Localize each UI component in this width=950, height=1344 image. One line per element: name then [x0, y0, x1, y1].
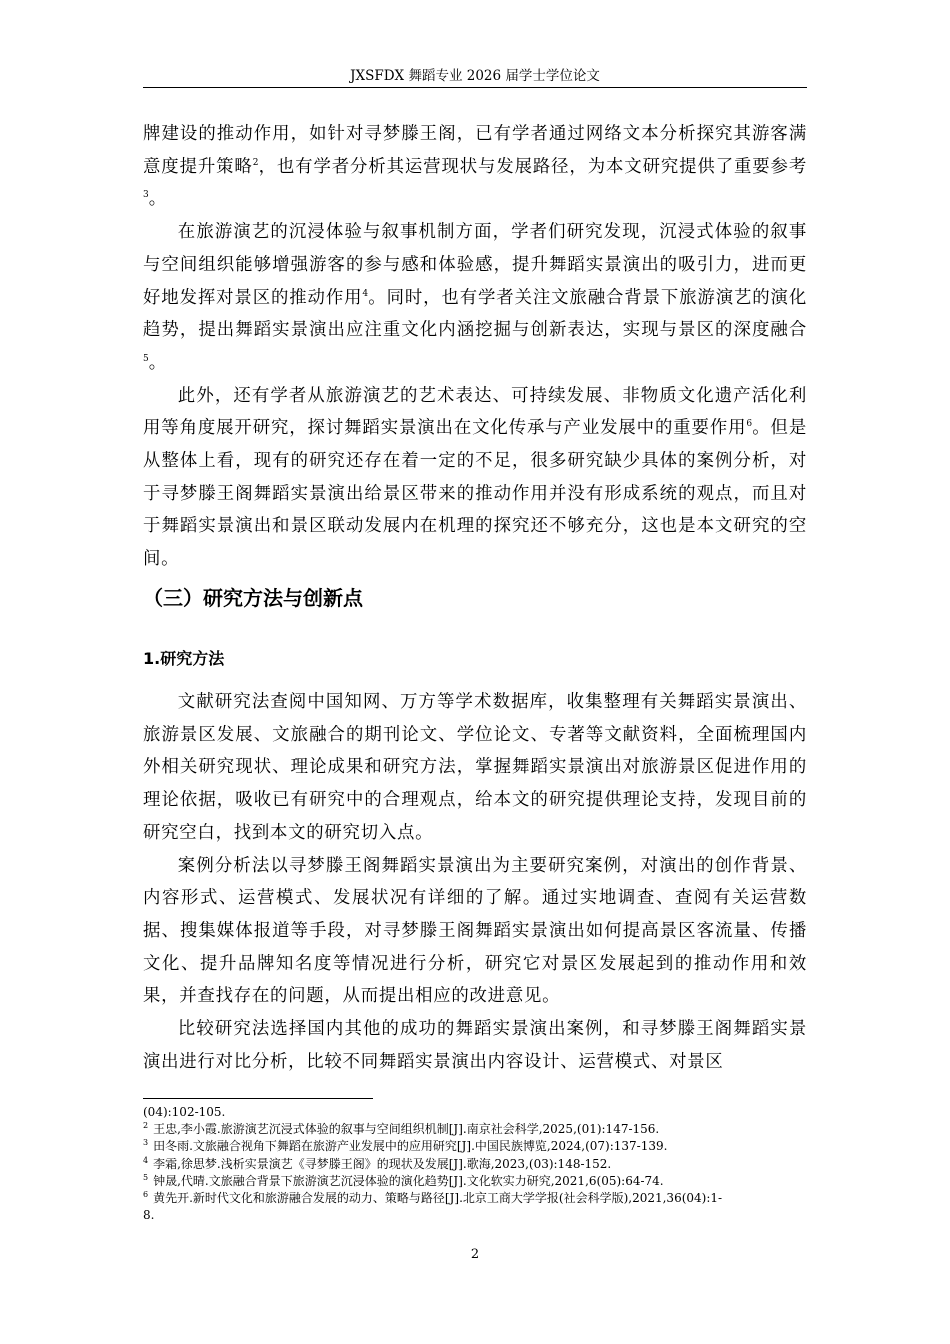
footnote-5: [143, 1173, 723, 1190]
footnotes: [143, 1104, 723, 1224]
footnote-continuation: [143, 1104, 723, 1121]
paragraph-2: [143, 216, 807, 380]
methods-text-block: [143, 686, 807, 1078]
paragraph-1-text-a: 牌建设的推动作用，如针对寻梦滕王阁，已有学者通过网络文本分析探究其游客满意度提升策略: [143, 124, 807, 177]
citation-ref-5: 5: [143, 353, 149, 364]
running-header: JXSFDX 舞蹈专业 2026 届学士学位论文: [350, 68, 600, 84]
footnote-separator: [143, 1098, 373, 1099]
footnote-6: [143, 1190, 723, 1224]
paragraph-2-text-c: 。: [148, 352, 167, 373]
body-text-block: [143, 118, 807, 576]
footnote-number: 6: [143, 1190, 149, 1200]
footnote-text: 李霜,徐思梦.浅析实景演艺《寻梦滕王阁》的现状及发展[J].歌海,2023,(03):148-152.: [153, 1156, 612, 1171]
footnote-3: [143, 1138, 723, 1155]
subsection-heading: 1.研究方法: [143, 649, 225, 668]
citation-ref-2: 2: [252, 157, 259, 168]
paragraph-3-text-b: 。但是从整体上看，现有的研究还存在着一定的不足，很多研究缺少具体的案例分析，对于寻梦滕王阁舞蹈实景演出给景区带来的推动作用并没有形成系统的观点，而且对于舞蹈实景演出和景区联动发展内在机理的探究还不够充分，这也是本文研究的空间。: [143, 418, 807, 570]
citation-ref-6: 6: [746, 419, 753, 430]
footnote-number: 3: [143, 1138, 149, 1148]
footnote-text: 田冬雨.文旅融合视角下舞蹈在旅游产业发展中的应用研究[J].中国民族博览,2024,(07):137-139.: [153, 1139, 668, 1154]
footnote-text: (04):102-105.: [143, 1105, 226, 1119]
footnote-number: 2: [143, 1121, 149, 1131]
paragraph-2-text-b: 。同时，也有学者关注文旅融合背景下旅游演艺的演化趋势，提出舞蹈实景演出应注重文化内涵挖掘与创新表达，实现与景区的深度融合: [143, 287, 807, 341]
page-number: 2: [470, 1247, 480, 1262]
header-rule: [143, 87, 807, 88]
footnote-text: 黄先开.新时代文化和旅游融合发展的动力、策略与路径[J].北京工商大学学报(社会科学版),2021,36(04):1-8.: [143, 1191, 723, 1223]
footnote-number: 5: [143, 1172, 149, 1182]
method-paragraph-literature: 文献研究法查阅中国知网、万方等学术数据库，收集整理有关舞蹈实景演出、旅游景区发展、文旅融合的期刊论文、学位论文、专著等文献资料，全面梳理国内外相关研究现状、理论成果和研究方法，掌握舞蹈实景演出对旅游景区促进作用的理论依据，吸收已有研究中的合理观点，给本文的研究提供理论支持，发现目前的研究空白，找到本文的研究切入点。: [143, 692, 807, 843]
paragraph-3: [143, 380, 807, 576]
footnote-text: 王忠,李小霞.旅游演艺沉浸式体验的叙事与空间组织机制[J].南京社会科学,2025,(01):147-156.: [153, 1122, 660, 1137]
footnote-4: [143, 1156, 723, 1173]
footnote-2: [143, 1121, 723, 1138]
method-paragraph-comparative: 比较研究法选择国内其他的成功的舞蹈实景演出案例，和寻梦滕王阁舞蹈实景演出进行对比分析，比较不同舞蹈实景演出内容设计、运营模式、对景区: [143, 1019, 807, 1072]
section-heading: （三）研究方法与创新点: [143, 586, 363, 610]
footnote-text: 钟晟,代晴.文旅融合背景下旅游演艺沉浸体验的演化趋势[J].文化软实力研究,2021,6(05):64-74.: [153, 1173, 664, 1188]
paragraph-2-text-a: 在旅游演艺的沉浸体验与叙事机制方面，学者们研究发现，沉浸式体验的叙事与空间组织能够增强游客的参与感和体验感，提升舞蹈实景演出的吸引力，进而更好地发挥对景区的推动作用: [143, 222, 807, 308]
paragraph-1-text-c: 。: [148, 189, 167, 210]
paragraph-1-text-b: ，也有学者分析其运营现状与发展路径，为本文研究提供了重要参考: [258, 156, 807, 177]
paragraph-1: [143, 118, 807, 216]
paragraph-3-text-a: 此外，还有学者从旅游演艺的艺术表达、可持续发展、非物质文化遗产活化利用等角度展开研究，探讨舞蹈实景演出在文化传承与产业发展中的重要作用: [143, 385, 807, 439]
footnote-number: 4: [143, 1155, 149, 1165]
citation-ref-4: 4: [362, 288, 369, 299]
citation-ref-3: 3: [143, 190, 149, 201]
method-paragraph-case-study: 案例分析法以寻梦滕王阁舞蹈实景演出为主要研究案例，对演出的创作背景、内容形式、运营模式、发展状况有详细的了解。通过实地调查、查阅有关运营数据、搜集媒体报道等手段，对寻梦滕王阁舞蹈实景演出如何提高景区客流量、传播文化、提升品牌知名度等情况进行分析，研究它对景区发展起到的推动作用和效果，并查找存在的问题，从而提出相应的改进意见。: [143, 855, 807, 1007]
